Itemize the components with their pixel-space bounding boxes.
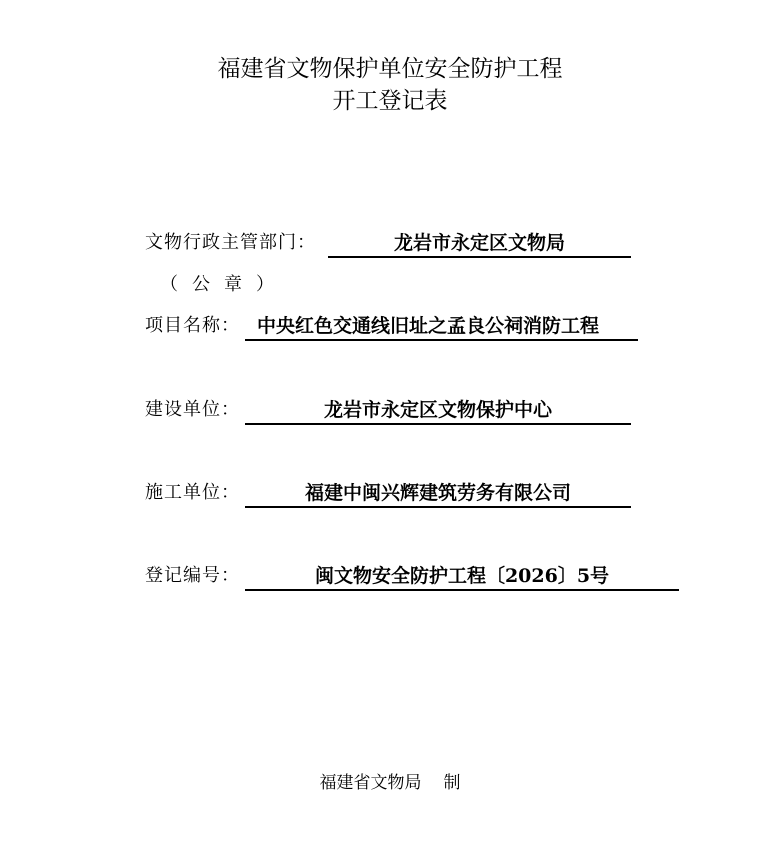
seal-label: （公章） <box>160 274 288 295</box>
authority-label: 文物行政主管部门： <box>145 232 316 253</box>
footer-issuer-name: 福建省文物局 <box>319 773 422 793</box>
document-title: 福建省文物保护单位安全防护工程 <box>217 56 563 82</box>
project-label: 项目名称： <box>145 315 240 336</box>
registration-label: 登记编号： <box>145 565 240 586</box>
builder-value: 龙岩市永定区文物保护中心 <box>245 397 631 425</box>
contractor-value: 福建中闽兴辉建筑劳务有限公司 <box>245 480 631 508</box>
builder-label: 建设单位： <box>145 399 240 420</box>
footer-issuer <box>0 771 780 795</box>
authority-value: 龙岩市永定区文物局 <box>328 230 631 258</box>
contractor-label: 施工单位： <box>145 482 240 503</box>
registration-value: 闽文物安全防护工程〔2026〕5号 <box>245 563 679 591</box>
document-subtitle: 开工登记表 <box>332 88 448 114</box>
footer-suffix: 制 <box>443 773 461 793</box>
project-value: 中央红色交通线旧址之孟良公祠消防工程 <box>245 313 638 341</box>
